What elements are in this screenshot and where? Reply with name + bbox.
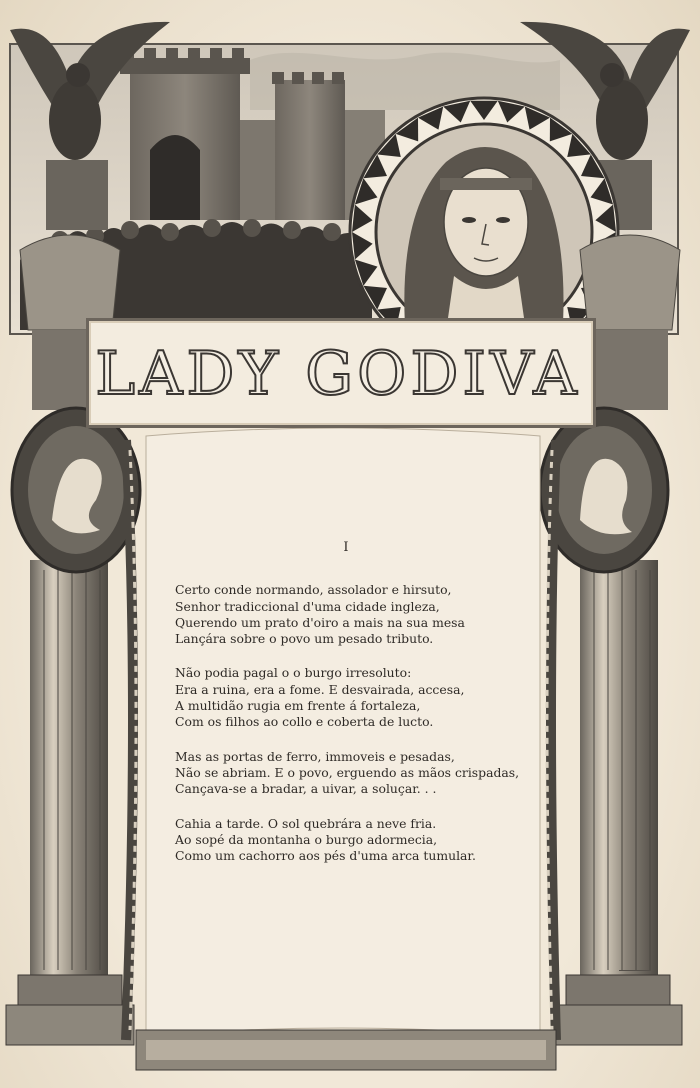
verse-line: Senhor tradiccional d'uma cidade ingleza, [175,598,440,614]
verse-line: Não se abriam. E o povo, erguendo as mãos crispadas, [175,764,520,780]
verse-line: A multidão rugia em frente á fortaleza, [175,698,421,714]
column-right [580,560,658,980]
stanza [175,665,525,730]
verse-line: Certo conde normando, assolador e hirsuto, [175,582,452,598]
verse-line: Como um cachorro aos pés d'uma arca tumular. [175,848,476,864]
verse-line: Com os filhos ao collo e coberta de lucto. [175,714,434,730]
verse-line: Cahia a tarde. O sol quebrára a neve fria. [175,815,437,831]
verse-line: Não podia pagal o o burgo irresoluto: [175,665,412,681]
column-left [30,560,108,980]
verse-line: Ao sopé da montanha o burgo adormecia, [175,831,438,847]
stanza [175,749,525,798]
page-title: LADY GODIVA [95,339,581,409]
verse-line: Era a ruina, era a fome. E desvairada, accesa, [175,681,465,697]
verse-line: Querendo um prato d'oiro a mais na sua mesa [175,614,465,630]
artist-signature [619,962,651,971]
poem [175,540,525,882]
verse-line: Mas as portas de ferro, immoveis e pesadas, [175,748,455,764]
verse-line: Lançára sobre o povo um pesado tributo. [175,631,434,647]
section-numeral: I [343,540,349,555]
stanza [175,582,525,647]
stanza [175,816,525,865]
verse-line: Cançava-se a bradar, a uivar, a soluçar. . . [175,781,437,797]
